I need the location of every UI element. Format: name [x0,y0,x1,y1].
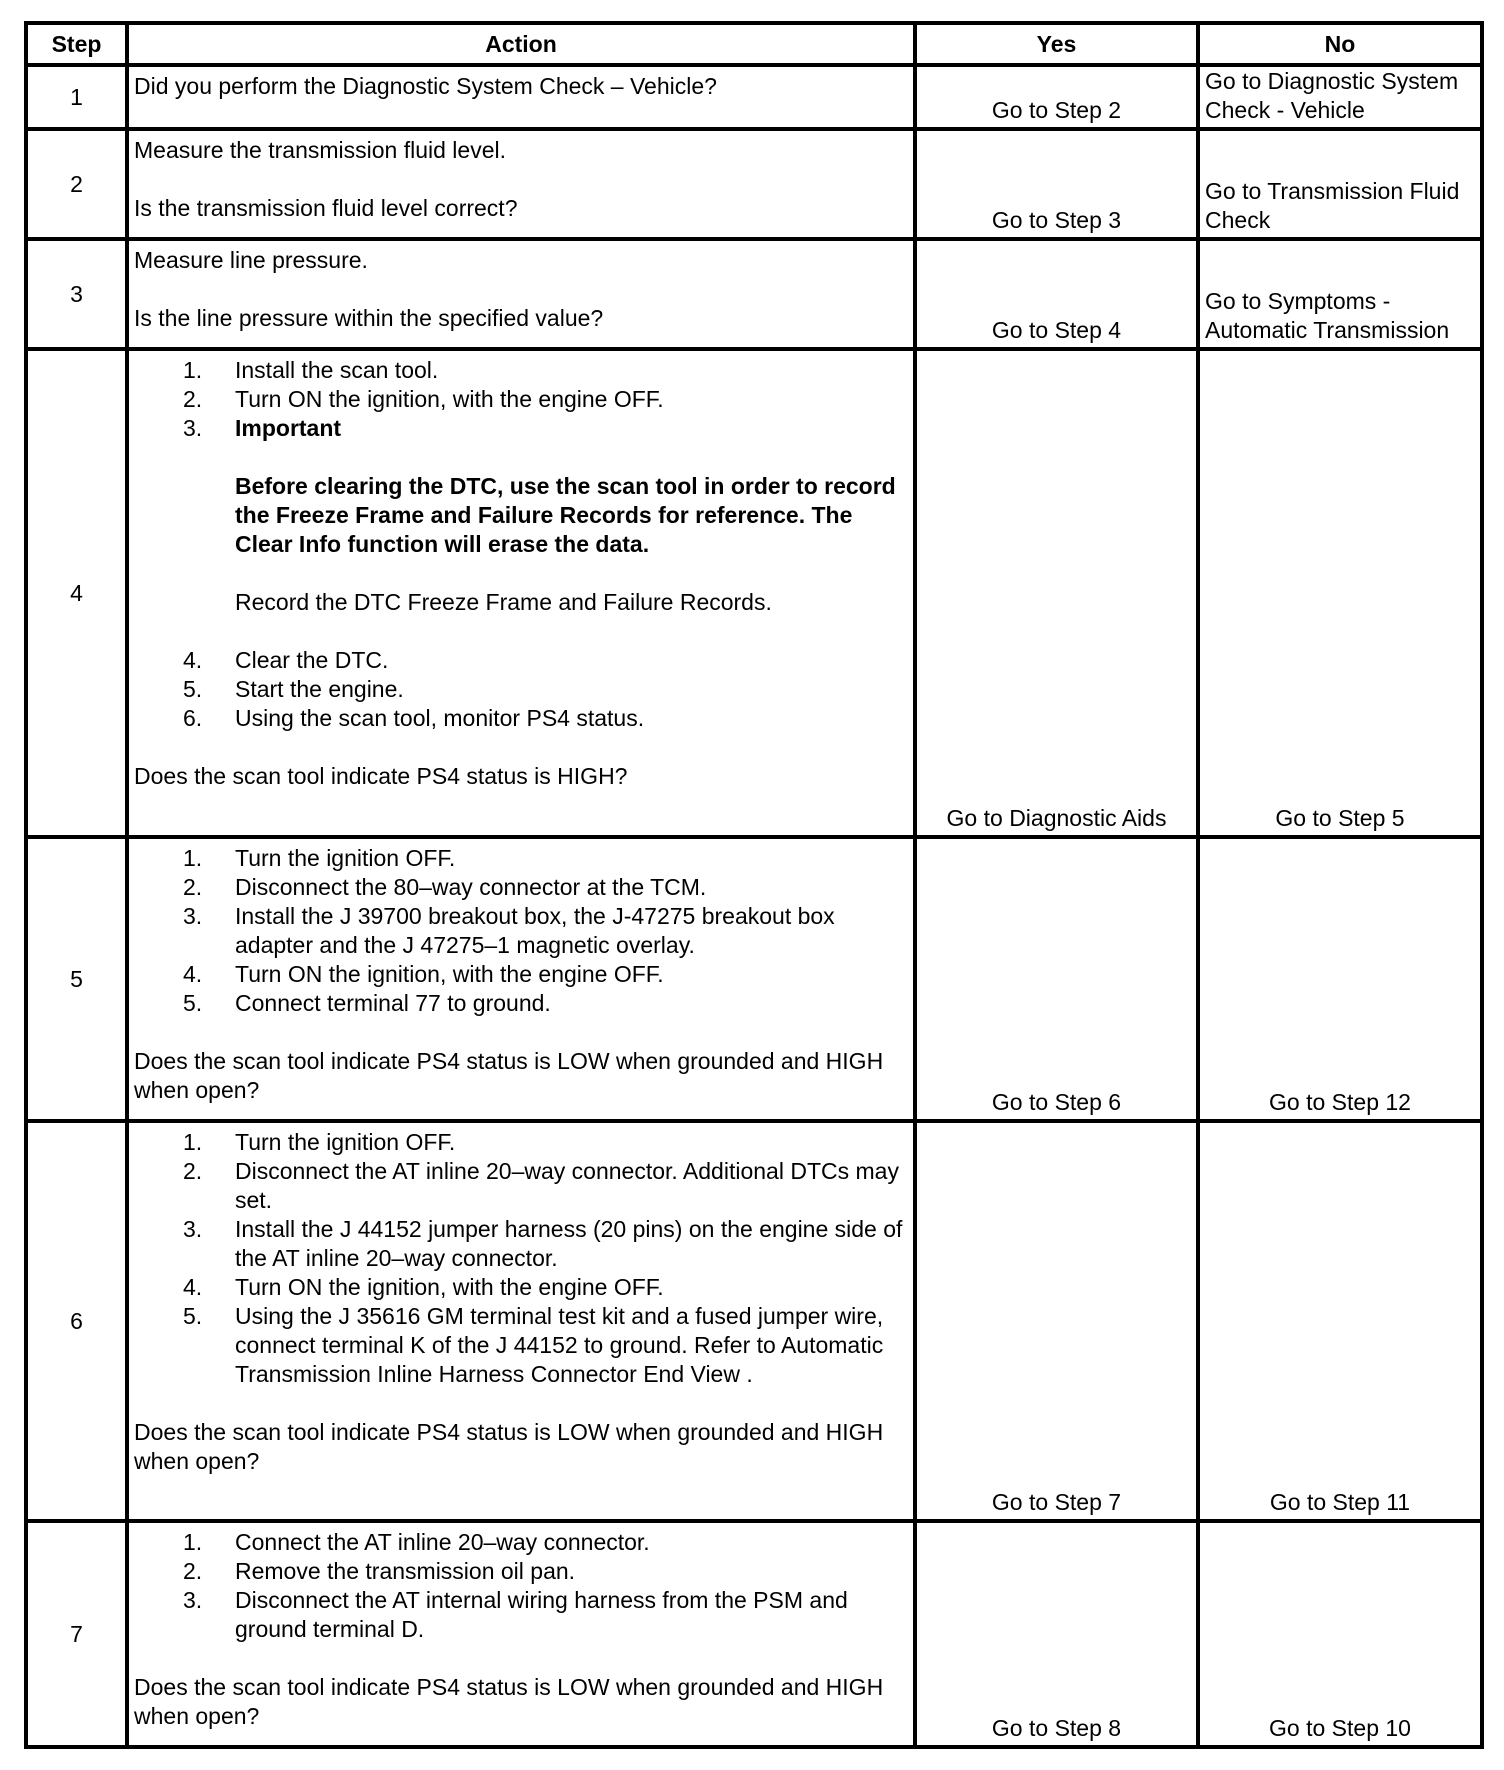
list-item: 3. Important [183,415,342,441]
step-number: 5 [26,837,127,1121]
table-row [26,349,1482,837]
procedure-list [134,1128,908,1389]
procedure-list [134,646,908,733]
record-text: Record the DTC Freeze Frame and Failure Records. [235,589,772,615]
list-item: 1. Turn the ignition OFF. [183,1129,456,1155]
step-number: 6 [26,1121,127,1521]
yes-cell: Go to Step 2 [915,65,1198,129]
header-yes: Yes [915,23,1198,65]
instruction-text: Measure the transmission fluid level. [134,137,506,163]
list-item: 5. Using the J 35616 GM terminal test kit and a fused jumper wire, connect terminal K of the J 44152 to ground. Refer to Automatic Transmission Inline Harness Connector End View . [183,1303,884,1387]
table-row [26,129,1482,239]
question-text: Does the scan tool indicate PS4 status is HIGH? [134,763,628,789]
header-action: Action [127,23,915,65]
table-row [26,1121,1482,1521]
action-cell [127,837,915,1121]
table-row [26,1521,1482,1747]
procedure-list [134,1528,908,1644]
step-number: 3 [26,239,127,349]
yes-cell: Go to Step 3 [915,129,1198,239]
yes-cell: Go to Step 7 [915,1121,1198,1521]
procedure-list [134,356,908,443]
list-item: 1. Turn the ignition OFF. [183,845,456,871]
list-item: 2. Disconnect the AT inline 20–way connector. Additional DTCs may set. [183,1158,899,1213]
header-step: Step [26,23,127,65]
list-item: 6. Using the scan tool, monitor PS4 status. [183,705,645,731]
list-item: 2. Remove the transmission oil pan. [183,1558,576,1584]
procedure-list [134,844,908,1018]
question-text: Is the line pressure within the specified value? [134,305,604,331]
action-cell [127,1521,915,1747]
no-cell: Go to Diagnostic System Check - Vehicle [1198,65,1482,129]
yes-cell: Go to Step 8 [915,1521,1198,1747]
question-text: Does the scan tool indicate PS4 status is LOW when grounded and HIGH when open? [134,1419,884,1474]
list-item: 4. Turn ON the ignition, with the engine OFF. [183,961,664,987]
list-item: 5. Start the engine. [183,676,404,702]
step-number: 1 [26,65,127,129]
yes-cell: Go to Diagnostic Aids [915,349,1198,837]
action-cell [127,129,915,239]
question-text: Is the transmission fluid level correct? [134,195,518,221]
action-cell [127,65,915,129]
step-number: 7 [26,1521,127,1747]
no-cell: Go to Step 10 [1198,1521,1482,1747]
header-row [26,23,1482,65]
no-cell: Go to Step 12 [1198,837,1482,1121]
header-no: No [1198,23,1482,65]
list-item: 4. Clear the DTC. [183,647,389,673]
list-item: 1. Install the scan tool. [183,357,439,383]
list-item: 5. Connect terminal 77 to ground. [183,990,551,1016]
step-number: 2 [26,129,127,239]
table-row [26,65,1482,129]
important-note: Before clearing the DTC, use the scan tool in order to record the Freeze Frame and Failure Records for reference. The Clear Info function will erase the data. [235,473,896,557]
instruction-text: Measure line pressure. [134,247,368,273]
list-item: 3. Disconnect the AT internal wiring harness from the PSM and ground terminal D. [183,1587,848,1642]
list-item: 4. Turn ON the ignition, with the engine OFF. [183,1274,664,1300]
question-text: Does the scan tool indicate PS4 status is LOW when grounded and HIGH when open? [134,1048,884,1103]
table-row [26,239,1482,349]
list-item: 1. Connect the AT inline 20–way connector. [183,1529,650,1555]
yes-cell: Go to Step 6 [915,837,1198,1121]
list-item: 2. Disconnect the 80–way connector at the TCM. [183,874,707,900]
question-text: Did you perform the Diagnostic System Check – Vehicle? [134,73,717,99]
list-item: 3. Install the J 44152 jumper harness (20 pins) on the engine side of the AT inline 20–way connector. [183,1216,903,1271]
list-item: 3. Install the J 39700 breakout box, the J-47275 breakout box adapter and the J 47275–1 magnetic overlay. [183,903,835,958]
action-cell [127,1121,915,1521]
diagnostic-table [24,21,1484,1749]
question-text: Does the scan tool indicate PS4 status is LOW when grounded and HIGH when open? [134,1674,884,1729]
no-cell: Go to Transmission Fluid Check [1198,129,1482,239]
action-cell [127,349,915,837]
table-row [26,837,1482,1121]
no-cell: Go to Symptoms - Automatic Transmission [1198,239,1482,349]
no-cell: Go to Step 5 [1198,349,1482,837]
step-number: 4 [26,349,127,837]
action-cell [127,239,915,349]
yes-cell: Go to Step 4 [915,239,1198,349]
no-cell: Go to Step 11 [1198,1121,1482,1521]
list-item: 2. Turn ON the ignition, with the engine OFF. [183,386,664,412]
